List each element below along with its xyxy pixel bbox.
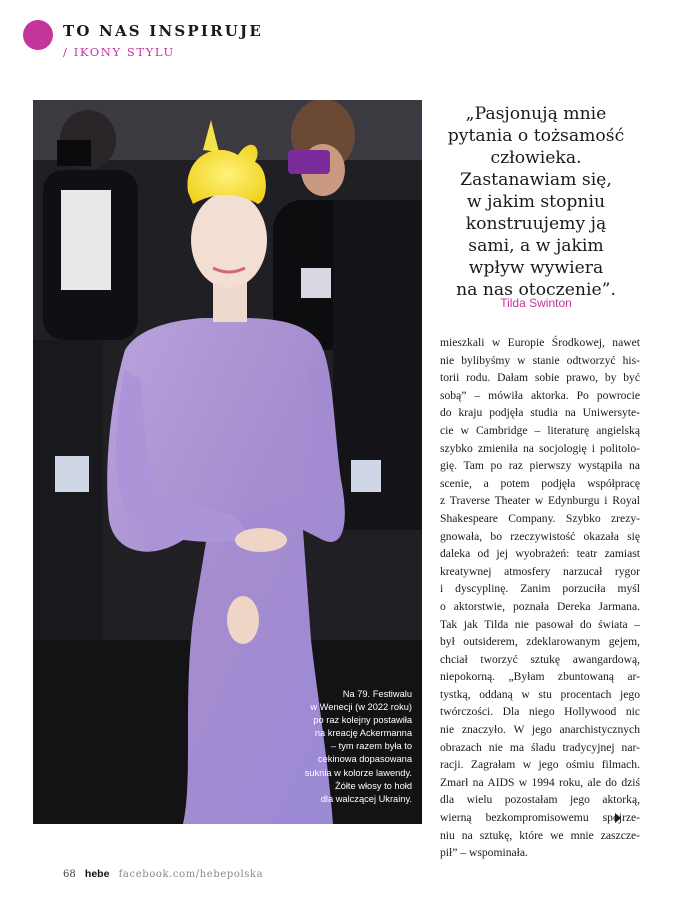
quote-line: człowieka. [490,148,582,168]
body-line: nie bylibyśmy w stanie odtworzyć his- [440,353,640,367]
body-line: pił” – wspominała. [440,846,528,860]
caption-line: w Wenecji (w 2022 roku) [310,702,412,713]
body-line: mieszkali w Europie Środkowej, nawet [440,336,640,349]
caption-line: cekinowa dopasowana [317,754,412,765]
body-line: chciał tworzyć sztukę awangardową, [440,652,640,666]
subsection-title: / IKONY STYLU [63,45,175,59]
section-title: TO NAS INSPIRUJE [63,22,263,40]
page-footer [63,868,263,880]
body-line: Zmarł na AIDS w 1994 roku, ale do dziś [440,775,640,789]
quote-line: w jakim stopniu [466,192,606,212]
quote-line: Zastanawiam się, [460,170,612,190]
body-line: racji. Zagrałam w jego ośmiu filmach. [440,758,640,772]
page-number: 68 [63,869,76,880]
caption-line: dla walczącej Ukrainy. [320,793,412,804]
quote-line: konstruujemy ją [465,214,607,234]
body-line: szybko zmieniła na socjologię i politolo- [440,441,640,455]
quote-line: „Pasjonują mnie [465,104,607,124]
body-line: gię. Tam po raz pierwszy wystąpiła na [440,459,640,473]
quote-author: Tilda Swinton [500,296,572,310]
quote-line: pytania o tożsamość [447,126,625,146]
body-line: gnowała, bo rzeczywistość okazała się [440,529,640,543]
caption-line: Żółte włosy to hołd [335,780,412,791]
body-line: wierną bezkompromisowemu spojrze- [440,811,640,825]
photo-caption [292,688,412,806]
body-line: sobą” – mówiła aktorka. Po powrocie [440,388,640,402]
quote-line: wpływ wywiera [468,258,604,278]
article-body [440,334,640,862]
caption-line: po raz kolejny postawiła [313,715,412,726]
quote-line: sami, a w jakim [468,236,604,256]
body-line: daleka od jej wyobrażeń: teatr zamiast [440,547,640,561]
body-line: kreatywnej atmosfery narzucał rygor [440,564,640,578]
body-line: niepokorną. „Byłam zbuntowaną ar- [440,670,640,684]
continue-arrow-icon [615,813,621,823]
body-line: dla wielu pozostałam jego aktorką, [440,793,640,807]
caption-line: – tym razem była to [330,741,412,752]
body-line: torii rodu. Dałam sobie prawo, by być [440,371,640,385]
section-color-dot [23,20,53,50]
body-line: Shakespeare Company. Szybko zrezy- [440,511,640,525]
brand-logo: hebe [84,868,110,880]
caption-line: suknia w kolorze lawendy. [304,767,412,778]
caption-line: na kreację Ackermanna [314,728,412,739]
body-line: do kraju podjęła studia na Uniwersyte- [440,406,640,420]
caption-line: Na 79. Festiwalu [342,689,412,699]
body-line: Tak jak Tilda nie pasował do świata – [440,617,640,631]
body-line: cie w Cambridge – literaturę angielską [440,423,640,437]
body-line: o aktorstwie, poznała Dereka Jarmana. [440,599,640,613]
social-link[interactable]: facebook.com/hebepolska [118,869,264,880]
body-line: obrazach nie ma śladu tradycyjnej nar- [440,740,640,754]
body-line: i dyscyplinę. Zanim porzuciła myśl [440,582,640,596]
article-photo [33,100,422,824]
quote-line: na nas otoczenie”. [456,280,616,300]
body-line: nie znaczyło. W jego anarchistycznych [440,723,640,737]
body-line: niu na sztukę, które we mnie zaszcze- [440,828,640,842]
body-line: z Traverse Theater w Edynburgu i Royal [440,494,640,508]
body-line: scenie, a potem podjęła współpracę [440,476,640,490]
body-line: tystką, oddaną w stu procentach jego [440,687,640,701]
body-line: twórczości. Dla niego Hollywood nic [440,705,640,719]
pull-quote [436,103,636,301]
body-line: był outsiderem, zdeklarowanym gejem, [440,635,640,649]
